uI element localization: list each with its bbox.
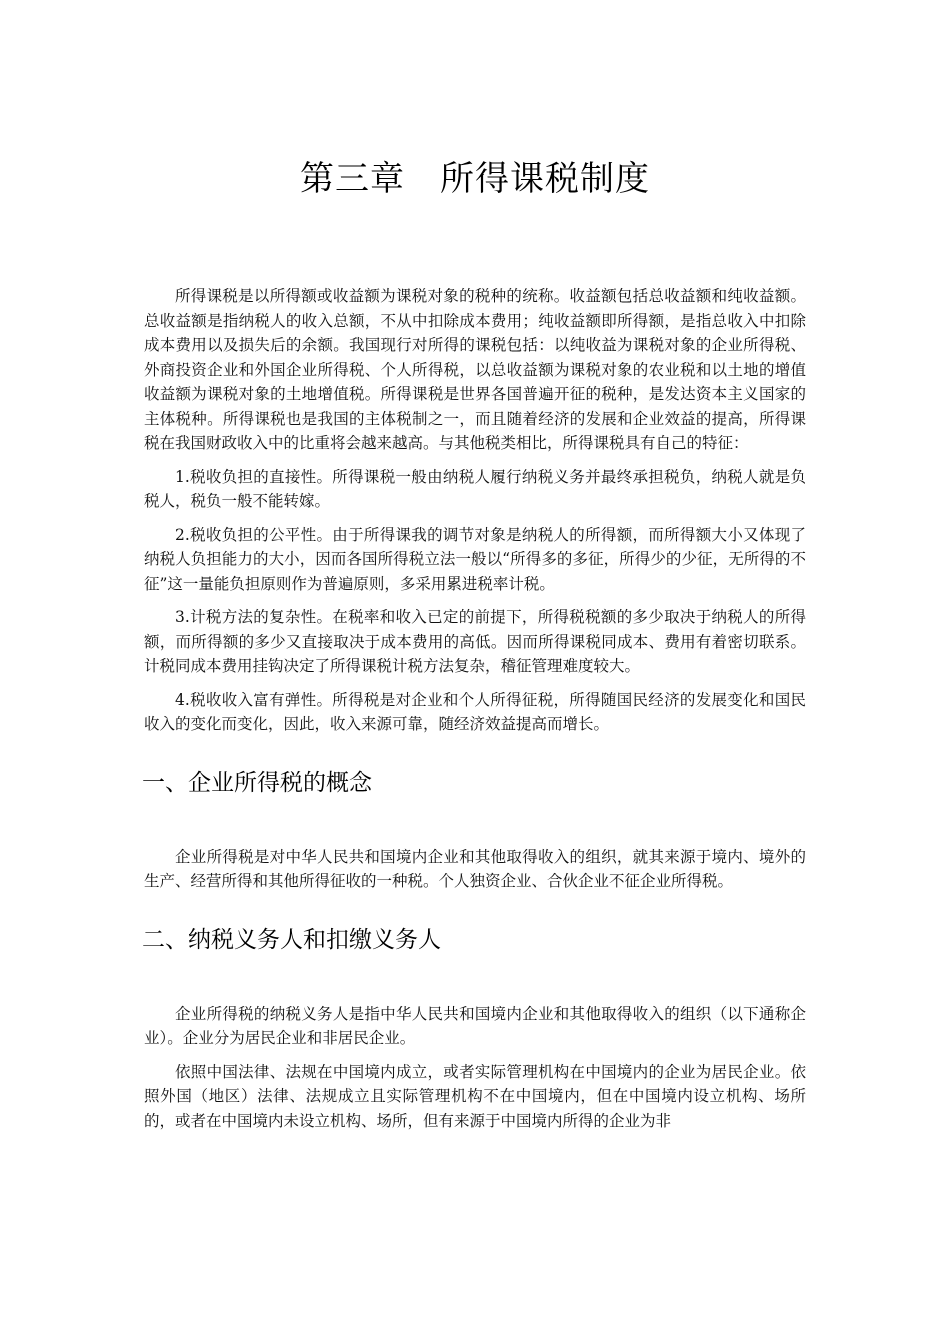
chapter-title: 第三章 所得课税制度 — [300, 159, 650, 199]
section1-paragraph: 企业所得税是对中华人民共和国境内企业和其他取得收入的组织，就其来源于境内、境外的生产、经营所得和其他所得征收的一种税。个人独资企业、合伙企业不征企业所得税。 — [144, 847, 806, 890]
document-body — [144, 284, 806, 1142]
feature-paragraph-2: 2.税收负担的公平性。由于所得课我的调节对象是纳税人的所得额，而所得额大小又体现了纳税人负担能力的大小，因而各国所得税立法一般以“所得多的多征，所得少的少征，无所得的不征”这一量能负担原则作为普遍原则，多采用累进税率计税。 — [144, 525, 806, 593]
section-heading-1: 一、企业所得税的概念 — [142, 769, 372, 796]
section2-paragraph-1: 企业所得税的纳税义务人是指中华人民共和国境内企业和其他取得收入的组织（以下通称企业）。企业分为居民企业和非居民企业。 — [144, 1004, 806, 1047]
feature-paragraph-4: 4.税收收入富有弹性。所得税是对企业和个人所得征税，所得随国民经济的发展变化和国民收入的变化而变化，因此，收入来源可靠，随经济效益提高而增长。 — [144, 690, 806, 733]
intro-paragraph: 所得课税是以所得额或收益额为课税对象的税种的统称。收益额包括总收益额和纯收益额。总收益额是指纳税人的收入总额，不从中扣除成本费用；纯收益额即所得额，是指总收入中扣除成本费用以及损失后的余额。我国现行对所得的课税包括：以纯收益为课税对象的企业所得税、外商投资企业和外国企业所得税、个人所得税，以总收益额为课税对象的农业税和以土地的增值收益额为课税对象的土地增值税。所得课税是世界各国普遍开征的税种，是发达资本主义国家的主体税种。所得课税也是我国的主体税制之一，而且随着经济的发展和企业效益的提高，所得课税在我国财政收入中的比重将会越来越高。与其他税类相比，所得课税具有自己的特征： — [144, 287, 806, 452]
feature-paragraph-3: 3.计税方法的复杂性。在税率和收入已定的前提下，所得税税额的多少取决于纳税人的所得额，而所得额的多少又直接取决于成本费用的高低。因而所得课税同成本、费用有着密切联系。计税同成本费用挂钩决定了所得课税计税方法复杂，稽征管理难度较大。 — [144, 608, 806, 675]
section2-paragraph-2: 依照中国法律、法规在中国境内成立，或者实际管理机构在中国境内的企业为居民企业。依照外国（地区）法律、法规成立且实际管理机构不在中国境内，但在中国境内设立机构、场所的，或者在中国境内未设立机构、场所，但有来源于中国境内所得的企业为非 — [144, 1062, 806, 1130]
section-heading-2: 二、纳税义务人和扣缴义务人 — [142, 926, 441, 953]
feature-paragraph-1: 1.税收负担的直接性。所得课税一般由纳税人履行纳税义务并最终承担税负，纳税人就是负税人，税负一般不能转嫁。 — [144, 467, 806, 510]
